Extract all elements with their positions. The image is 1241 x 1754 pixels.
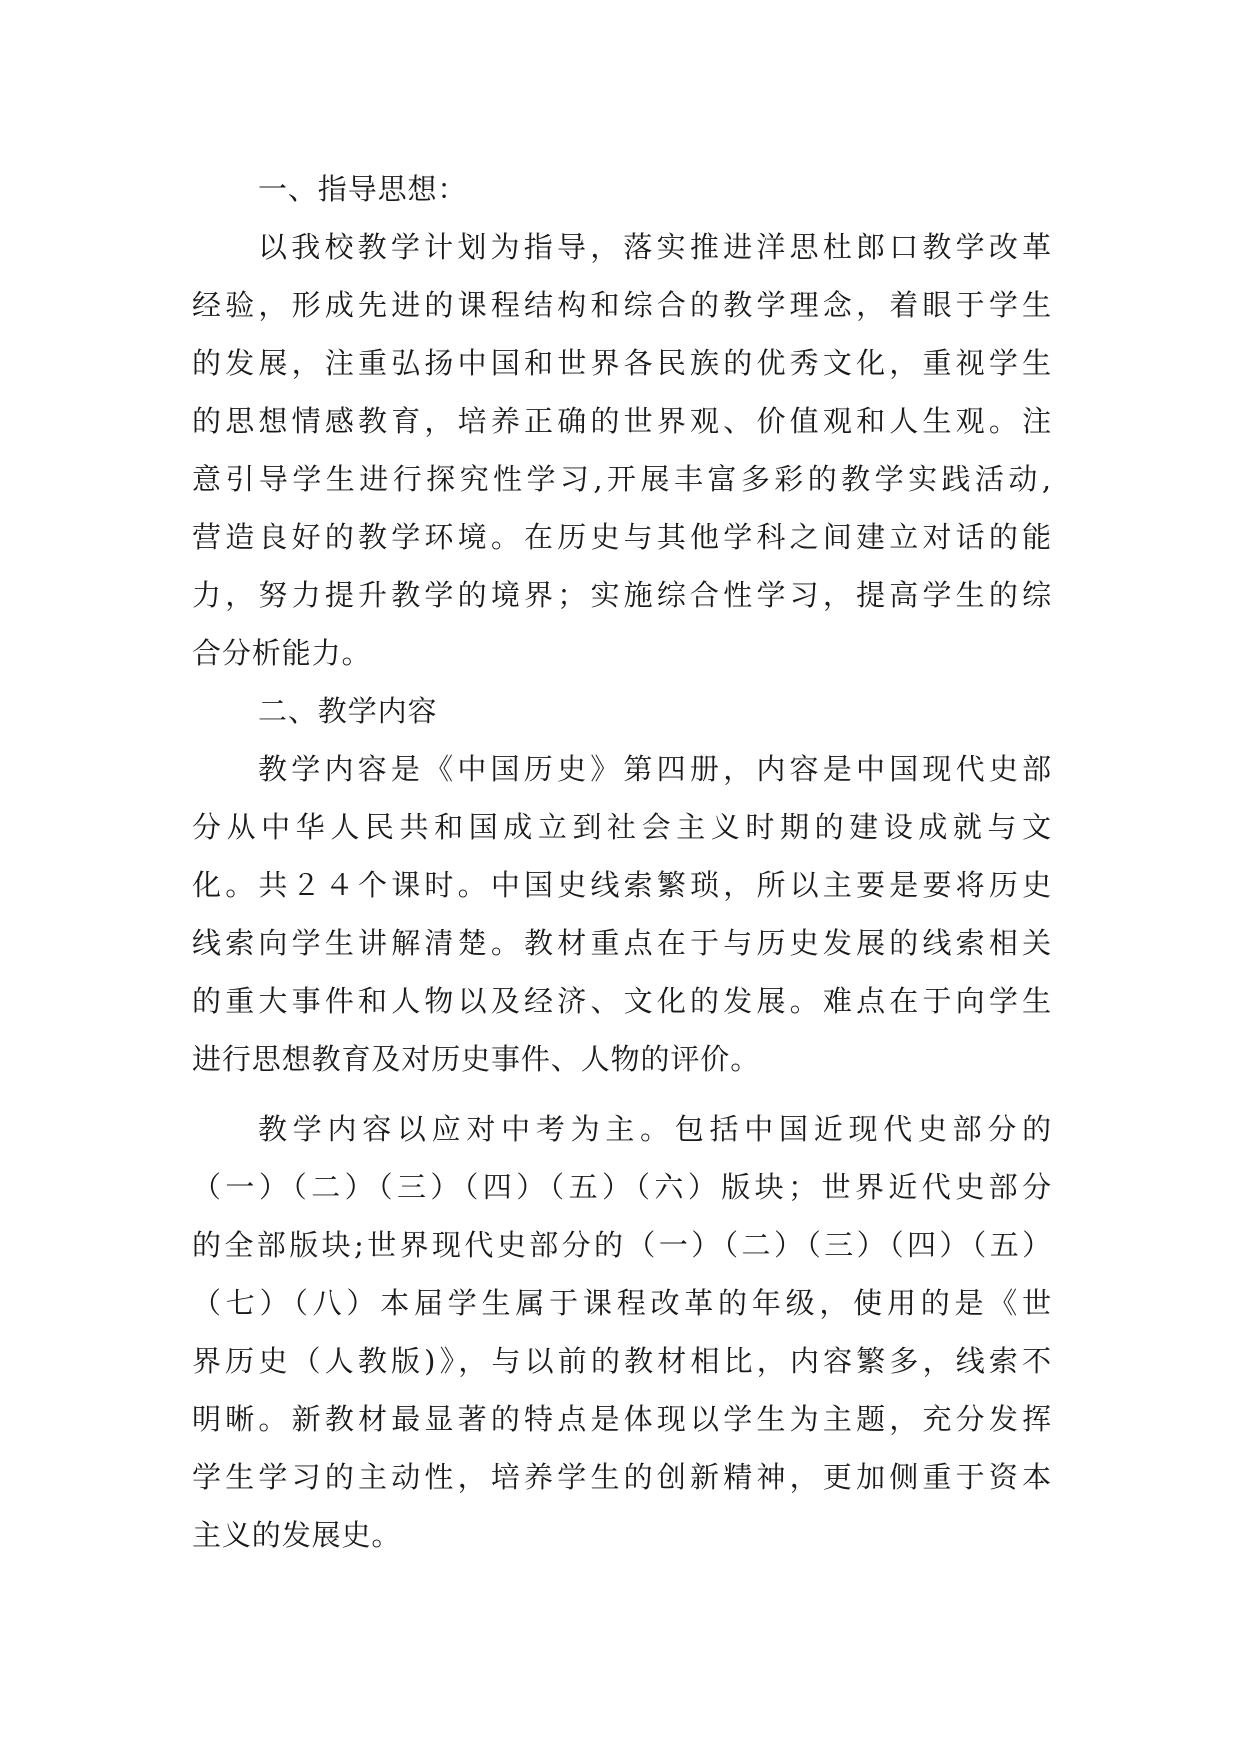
paragraph-line: 界历史（人教版)》，与以前的教材相比，内容繁多，线索不 — [192, 1344, 1052, 1378]
paragraph-line: 的发展，注重弘扬中国和世界各民族的优秀文化，重视学生 — [192, 346, 1052, 380]
paragraph-teaching-content — [192, 740, 1052, 1088]
paragraph-line: 明晰。新教材最显著的特点是体现以学生为主题，充分发挥 — [192, 1402, 1052, 1436]
paragraph-exam-focus — [192, 1100, 1052, 1564]
paragraph-line: 学生学习的主动性，培养学生的创新精神，更加侧重于资本 — [192, 1460, 1052, 1494]
paragraph-line: 教学内容是《中国历史》第四册，内容是中国现代史部 — [258, 752, 1052, 786]
paragraph-line: 分从中华人民共和国成立到社会主义时期的建设成就与文 — [192, 810, 1052, 844]
paragraph-line: 的全部版块;世界现代史部分的（一）（二）（三）（四）（五） — [192, 1228, 1052, 1262]
section-heading-teaching-content: 二、教学内容 — [258, 694, 438, 728]
paragraph-line: 经验，形成先进的课程结构和综合的教学理念，着眼于学生 — [192, 288, 1052, 322]
paragraph-line: 营造良好的教学环境。在历史与其他学科之间建立对话的能 — [192, 520, 1052, 554]
section-heading-guiding-thought: 一、指导思想： — [258, 172, 468, 206]
document-body — [192, 160, 1052, 1564]
paragraph-line: 以我校教学计划为指导，落实推进洋思杜郎口教学改革 — [258, 230, 1052, 264]
paragraph-line: 力，努力提升教学的境界；实施综合性学习，提高学生的综 — [192, 578, 1052, 612]
paragraph-line: 合分析能力。 — [192, 636, 372, 670]
paragraph-line: 的重大事件和人物以及经济、文化的发展。难点在于向学生 — [192, 984, 1052, 1018]
paragraph-line: 进行思想教育及对历史事件、人物的评价。 — [192, 1042, 761, 1076]
paragraph-line: 化。共２４个课时。中国史线索繁琐，所以主要是要将历史 — [192, 868, 1052, 902]
paragraph-line: （七）（八）本届学生属于课程改革的年级，使用的是《世 — [192, 1286, 1052, 1320]
paragraph-line: 教学内容以应对中考为主。包括中国近现代史部分的 — [258, 1112, 1052, 1146]
paragraph-line: 线索向学生讲解清楚。教材重点在于与历史发展的线索相关 — [192, 926, 1052, 960]
paragraph-guiding-thought — [192, 218, 1052, 682]
paragraph-line: 主义的发展史。 — [192, 1518, 402, 1552]
paragraph-gap — [192, 1088, 1052, 1100]
paragraph-line: 的思想情感教育，培养正确的世界观、价值观和人生观。注 — [192, 404, 1052, 438]
paragraph-line: （一）（二）（三）（四）（五）（六）版块；世界近代史部分 — [192, 1170, 1052, 1204]
paragraph-line: 意引导学生进行探究性学习,开展丰富多彩的教学实践活动, — [192, 462, 1052, 496]
